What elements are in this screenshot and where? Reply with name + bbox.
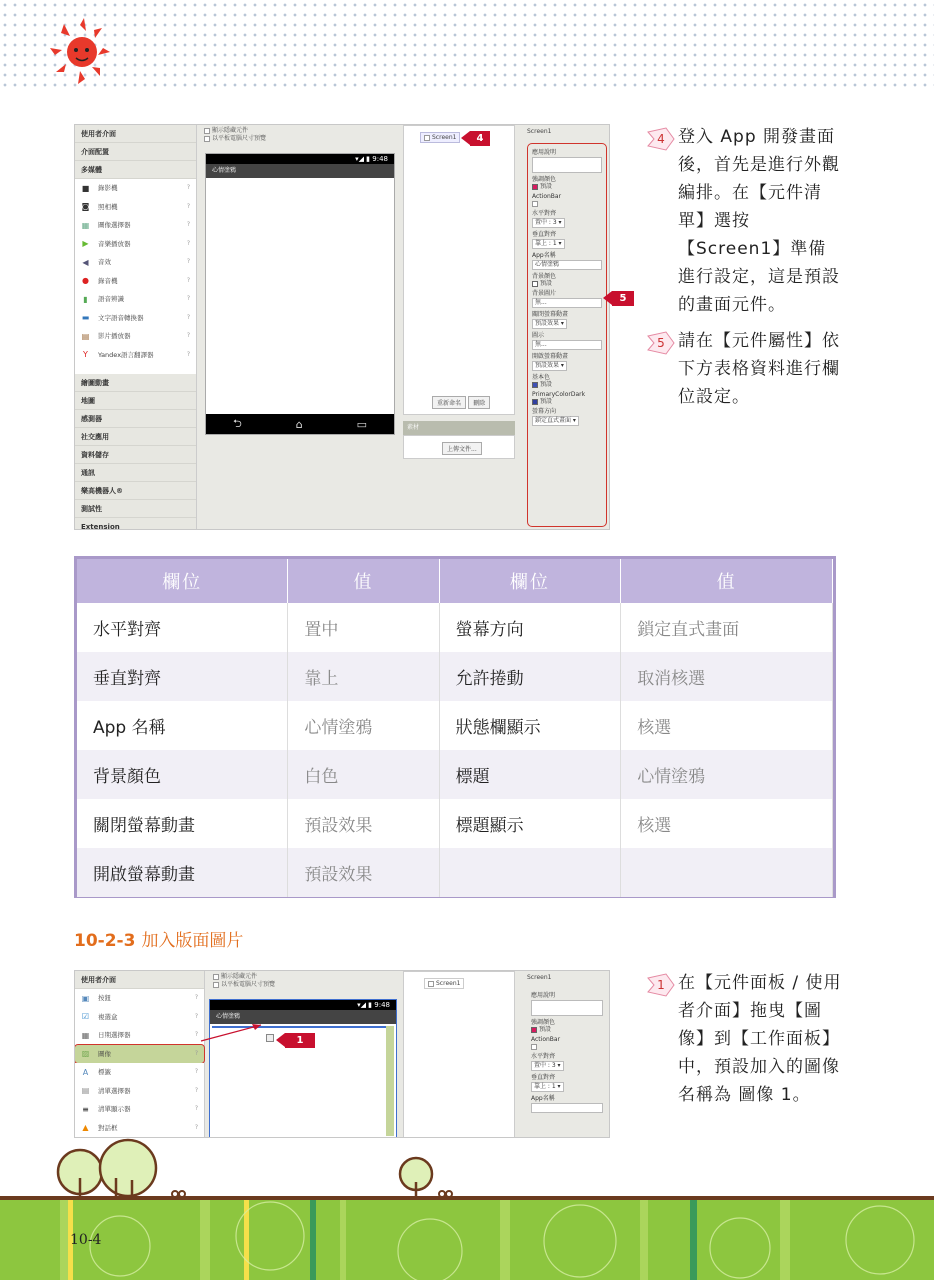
properties-panel <box>521 125 610 530</box>
palette-item[interactable] <box>75 253 196 272</box>
property-label: PrimaryColorDark <box>532 391 586 398</box>
show-hidden-option[interactable]: 顯示隱藏元件 <box>204 127 396 135</box>
app-inventor-designer-screenshot-1 <box>74 124 610 530</box>
column-header: 欄位 <box>439 559 621 603</box>
property-label: 水平對齊 <box>532 210 557 217</box>
field-cell: 允許捲動 <box>439 652 621 701</box>
value-cell: 心情塗鴉 <box>288 701 439 750</box>
screen1-component[interactable]: Screen1 <box>424 978 464 989</box>
list-view-icon: ≡ <box>82 1104 89 1114</box>
tree-illustration <box>44 1138 214 1202</box>
film-icon: ▤ <box>81 331 90 341</box>
palette-item-label: 按鈕 <box>98 994 111 1002</box>
property-input[interactable]: 無... <box>532 340 602 350</box>
tablet-preview-option[interactable]: 以平板電腦尺寸預覽 <box>204 135 396 143</box>
palette-item-label: 文字語音轉換器 <box>98 313 144 322</box>
palette-category[interactable]: 介面配置 <box>75 143 196 161</box>
table-row <box>77 701 833 750</box>
palette-item[interactable] <box>75 1119 204 1138</box>
property-checkbox[interactable] <box>531 1044 537 1050</box>
section-heading <box>74 926 243 951</box>
palette-item[interactable] <box>75 198 196 217</box>
palette-item[interactable] <box>75 290 196 309</box>
button-icon: ▣ <box>81 993 90 1003</box>
grass-footer <box>0 1196 934 1280</box>
palette-category[interactable]: 繪圖動畫 <box>75 374 196 392</box>
image-icon: ▨ <box>81 1049 90 1058</box>
property-row <box>532 353 602 371</box>
home-icon: ⌂ <box>295 417 303 431</box>
property-row <box>532 193 602 207</box>
palette-item-label: 圖像選擇器 <box>98 221 131 229</box>
rename-button[interactable]: 重新命名 <box>432 396 466 409</box>
step-1-note: 在【元件面板 / 使用者介面】拖曳【圖像】到【工作面板】中，預設加入的圖像名稱為 圖像 1。 <box>678 973 842 1105</box>
property-label: 強調顏色 <box>531 1019 556 1026</box>
help-icon[interactable]: ? <box>186 332 190 339</box>
calendar-icon: ▦ <box>81 1030 90 1040</box>
field-cell: 水平對齊 <box>77 603 288 652</box>
recents-icon: ▭ <box>356 417 367 431</box>
palette-category[interactable]: 資料儲存 <box>75 446 196 464</box>
field-cell: 背景顏色 <box>77 750 288 799</box>
property-row <box>532 176 602 190</box>
palette-item-label: Yandex語言翻譯器 <box>98 350 154 359</box>
table-row <box>77 652 833 701</box>
color-swatch <box>532 399 538 405</box>
property-dropdown[interactable]: 靠上 : 1 ▾ <box>532 239 565 249</box>
property-row <box>532 332 602 350</box>
help-icon[interactable]: ? <box>186 313 190 321</box>
palette-item[interactable] <box>75 1063 204 1082</box>
property-label: 垂直對齊 <box>531 1074 556 1081</box>
palette-item-label: 照相機 <box>98 202 118 211</box>
warning-icon: ▲ <box>82 1123 89 1132</box>
palette-item[interactable] <box>75 1008 204 1027</box>
palette-item-label: 音效 <box>98 258 111 266</box>
color-picker[interactable] <box>532 381 602 388</box>
help-icon[interactable]: ? <box>194 1105 198 1112</box>
color-value: 預設 <box>540 381 553 388</box>
property-label: 垂直對齊 <box>532 231 557 238</box>
help-icon[interactable]: ? <box>194 1086 198 1094</box>
property-label: App名稱 <box>532 252 556 259</box>
section-number: 10-2-3 <box>74 931 136 951</box>
field-cell: 關閉螢幕動畫 <box>77 799 288 848</box>
components-tree <box>403 125 515 415</box>
field-cell: 標題顯示 <box>439 799 621 848</box>
property-label: 關閉螢幕動畫 <box>532 311 569 318</box>
help-icon[interactable]: ? <box>194 1123 198 1131</box>
page-number: 10-4 <box>70 1232 102 1248</box>
property-dropdown[interactable]: 置中 : 3 ▾ <box>531 1061 564 1071</box>
palette-item[interactable] <box>75 309 196 328</box>
back-icon: ⮌ <box>232 416 242 430</box>
help-icon[interactable]: ? <box>194 1031 198 1038</box>
palette-items-media <box>75 179 196 364</box>
palette-item[interactable] <box>75 272 196 291</box>
palette-item[interactable] <box>75 1026 204 1045</box>
palette-item[interactable] <box>75 216 196 235</box>
palette-category[interactable]: 樂高機器人® <box>75 482 196 500</box>
components-tree <box>403 971 515 1138</box>
table-row <box>77 848 833 897</box>
sun-illustration <box>40 14 120 86</box>
help-icon[interactable]: ? <box>186 295 190 302</box>
scrollbar[interactable] <box>386 1026 394 1136</box>
palette-item-label: 清單顯示器 <box>98 1105 131 1113</box>
step-5-note: 請在【元件屬性】依下方表格資料進行欄位設定。 <box>678 331 840 407</box>
label-icon: A <box>82 1067 89 1077</box>
property-row <box>532 408 602 426</box>
checkbox-icon: ☑ <box>81 1012 90 1021</box>
camera-icon: ◙ <box>81 202 90 211</box>
value-cell: 白色 <box>288 750 439 799</box>
properties-list <box>527 987 607 1115</box>
grass-pattern <box>0 1196 934 1280</box>
section-title: 加入版面圖片 <box>141 931 244 951</box>
value-cell: 預設效果 <box>288 799 439 848</box>
color-value: 預設 <box>540 183 553 190</box>
property-label: 開啟螢幕動畫 <box>532 353 569 360</box>
color-swatch <box>531 1027 537 1033</box>
property-label: 強調顏色 <box>532 176 557 183</box>
help-icon[interactable]: ? <box>194 1012 198 1020</box>
color-picker[interactable] <box>531 1026 603 1033</box>
color-picker[interactable] <box>532 398 602 405</box>
property-label: 背景顏色 <box>532 273 557 280</box>
property-row <box>532 210 602 228</box>
palette-item[interactable] <box>75 1100 204 1119</box>
help-icon[interactable]: ? <box>186 221 190 228</box>
palette-category[interactable]: 社交應用 <box>75 428 196 446</box>
list-picker-icon: ▤ <box>81 1086 90 1095</box>
media-panel <box>403 435 515 459</box>
palette-category[interactable]: 測試性 <box>75 500 196 518</box>
component-palette <box>75 971 205 1138</box>
palette-item-label: 錄影機 <box>98 184 118 192</box>
property-dropdown[interactable]: 置中 : 3 ▾ <box>532 218 565 228</box>
value-cell: 鎖定直式畫面 <box>621 603 833 652</box>
property-row <box>532 374 602 388</box>
viewer-options <box>200 125 400 145</box>
property-label: 應用說明 <box>532 149 557 156</box>
palette-category[interactable]: 多媒體 <box>75 161 196 179</box>
palette-item[interactable] <box>75 346 196 365</box>
color-picker[interactable] <box>532 280 602 287</box>
help-icon[interactable]: ? <box>186 239 190 247</box>
screen1-component[interactable]: Screen1 <box>420 132 460 143</box>
property-label: 背景圖片 <box>532 290 557 297</box>
property-row <box>531 992 603 1016</box>
table-header-row <box>77 559 833 603</box>
viewer-options <box>209 971 399 991</box>
properties-list <box>527 143 607 527</box>
step-marker-1: 1 <box>285 1033 315 1048</box>
yandex-icon: Y <box>83 350 88 359</box>
property-label: ActionBar <box>532 193 562 200</box>
record-dot-icon: ● <box>82 276 89 285</box>
color-swatch <box>532 281 538 287</box>
column-header: 欄位 <box>77 559 288 603</box>
property-row <box>531 1019 603 1033</box>
step-badge-4 <box>646 126 676 152</box>
property-row <box>532 273 602 287</box>
palette-item[interactable] <box>75 1045 204 1064</box>
drag-arrow <box>195 1017 275 1047</box>
property-row <box>532 252 602 270</box>
palette-item[interactable] <box>75 1082 204 1101</box>
property-dropdown[interactable]: 預設效果 ▾ <box>532 361 567 371</box>
property-textarea[interactable] <box>532 157 602 173</box>
palette-item-label: 圖像 <box>98 1049 111 1058</box>
tablet-preview-option[interactable]: 以平板電腦尺寸預覽 <box>213 981 395 989</box>
color-value: 預設 <box>540 280 553 287</box>
property-label: 螢幕方向 <box>532 408 557 415</box>
property-row <box>532 290 602 308</box>
upload-button[interactable]: 上傳文件... <box>442 442 482 455</box>
color-swatch <box>532 382 538 388</box>
play-icon: ▶ <box>82 239 89 248</box>
phone-nav-bar <box>206 414 394 434</box>
property-row <box>531 1074 603 1092</box>
step-number: 1 <box>657 978 665 992</box>
property-label: ActionBar <box>531 1036 561 1043</box>
palette-item-label: 標籤 <box>98 1068 111 1076</box>
property-row <box>532 231 602 249</box>
palette-category[interactable]: Extension <box>75 518 196 530</box>
phone-status-bar: ▾◢ ▮ 9:48 <box>210 1000 396 1010</box>
step-number: 5 <box>657 336 665 350</box>
components-panel <box>403 125 515 530</box>
palette-category[interactable]: 通訊 <box>75 464 196 482</box>
value-cell: 置中 <box>288 603 439 652</box>
phone-preview[interactable] <box>205 153 395 435</box>
palette-item[interactable] <box>75 179 196 198</box>
help-icon[interactable]: ? <box>186 276 190 284</box>
color-picker[interactable] <box>532 183 602 190</box>
property-dropdown[interactable]: 鎖定直式畫面 ▾ <box>532 416 579 426</box>
property-label: 應用說明 <box>531 992 556 999</box>
help-icon[interactable]: ? <box>194 1068 198 1075</box>
value-cell: 心情塗鴉 <box>621 750 833 799</box>
property-label: App名稱 <box>531 1095 555 1102</box>
microphone-icon: ▮ <box>83 294 88 304</box>
help-icon[interactable]: ? <box>194 994 198 1001</box>
field-cell: 狀態欄顯示 <box>439 701 621 750</box>
property-checkbox[interactable] <box>532 201 538 207</box>
media-header: 素材 <box>403 421 515 435</box>
dotted-header-pattern <box>0 0 934 92</box>
properties-header: Screen1 <box>527 974 552 981</box>
palette-category[interactable]: 地圖 <box>75 392 196 410</box>
palette-item-label: 影片播放器 <box>98 332 131 340</box>
palette-item-label: 音樂播放器 <box>98 239 131 248</box>
property-dropdown[interactable]: 預設效果 ▾ <box>532 319 567 329</box>
show-hidden-option[interactable]: 顯示隱藏元件 <box>213 973 395 981</box>
property-label: 圖示 <box>532 332 545 339</box>
speaker-icon: ◀ <box>82 257 89 267</box>
app-inventor-designer-screenshot-2 <box>74 970 610 1138</box>
step-marker-5: 5 <box>612 291 634 306</box>
property-row <box>532 311 602 329</box>
palette-item-label: 日期選擇器 <box>98 1031 131 1039</box>
step-badge-1 <box>646 972 676 998</box>
help-icon[interactable]: ? <box>186 184 190 191</box>
field-cell: 標題 <box>439 750 621 799</box>
settings-table <box>74 556 836 898</box>
property-label: 基本色 <box>532 374 551 381</box>
field-cell: 開啟螢幕動畫 <box>77 848 288 897</box>
phone-status-bar: ▾◢ ▮ 9:48 <box>206 154 394 164</box>
field-cell: 螢幕方向 <box>439 603 621 652</box>
palette-item[interactable] <box>75 989 204 1008</box>
viewer-panel <box>200 125 400 530</box>
color-value: 預設 <box>539 1026 552 1033</box>
text-to-speech-icon: ▬ <box>81 313 90 322</box>
help-icon[interactable]: ? <box>194 1049 198 1057</box>
value-cell: 靠上 <box>288 652 439 701</box>
property-textarea[interactable] <box>531 1000 603 1016</box>
help-icon[interactable]: ? <box>186 202 190 210</box>
palette-items-ui <box>75 989 204 1137</box>
palette-category[interactable]: 使用者介面 <box>75 971 204 989</box>
property-label: 水平對齊 <box>531 1053 556 1060</box>
property-dropdown[interactable]: 靠上 : 1 ▾ <box>531 1082 564 1092</box>
palette-item-label: 清單選擇器 <box>98 1086 131 1095</box>
palette-item-label: 語音辨識 <box>98 295 124 303</box>
palette-category[interactable]: 使用者介面 <box>75 125 196 143</box>
value-cell: 取消核選 <box>621 652 833 701</box>
value-cell: 核選 <box>621 799 833 848</box>
step-number: 4 <box>657 132 665 146</box>
video-camera-icon: ■ <box>81 183 90 193</box>
table-row <box>77 603 833 652</box>
phone-title-bar: 心情塗鴉 <box>206 164 394 178</box>
value-cell <box>621 848 833 897</box>
help-icon[interactable]: ? <box>186 258 190 265</box>
palette-categories-bottom <box>75 374 196 530</box>
component-palette <box>75 125 197 530</box>
property-row <box>532 391 602 405</box>
palette-category[interactable]: 感測器 <box>75 410 196 428</box>
property-input[interactable]: 心情塗鴉 <box>532 260 602 270</box>
column-header: 值 <box>621 559 833 603</box>
color-swatch <box>532 184 538 190</box>
image-picker-icon: ▦ <box>81 220 90 230</box>
field-cell: 垂直對齊 <box>77 652 288 701</box>
field-cell: App 名稱 <box>77 701 288 750</box>
palette-item[interactable] <box>75 327 196 346</box>
phone-title-bar: 心情塗鴉 <box>210 1010 396 1024</box>
property-input[interactable]: 無... <box>532 298 602 308</box>
value-cell: 核選 <box>621 701 833 750</box>
palette-item-label: 對話框 <box>98 1123 118 1132</box>
properties-header: Screen1 <box>527 128 552 135</box>
step-badge-5 <box>646 330 676 356</box>
properties-panel <box>521 971 610 1138</box>
palette-item-label: 錄音機 <box>98 276 118 285</box>
property-row <box>531 1036 603 1050</box>
palette-item-label: 複選盒 <box>98 1012 118 1021</box>
step-4-note: 登入 App 開發畫面後，首先是進行外觀編排。在【元件清單】選按【Screen1】準備進行設定，這是預設的畫面元件。 <box>678 127 840 315</box>
viewer-panel <box>209 971 399 1138</box>
help-icon[interactable]: ? <box>186 350 190 358</box>
palette-item[interactable] <box>75 235 196 254</box>
value-cell: 預設效果 <box>288 848 439 897</box>
delete-button[interactable]: 刪除 <box>468 396 490 409</box>
step-marker-4: 4 <box>470 131 490 146</box>
table-row <box>77 750 833 799</box>
property-row <box>532 149 602 173</box>
field-cell <box>439 848 621 897</box>
property-row <box>531 1095 603 1113</box>
color-value: 預設 <box>540 398 553 405</box>
table-row <box>77 799 833 848</box>
property-input[interactable] <box>531 1103 603 1113</box>
property-row <box>531 1053 603 1071</box>
column-header: 值 <box>288 559 439 603</box>
